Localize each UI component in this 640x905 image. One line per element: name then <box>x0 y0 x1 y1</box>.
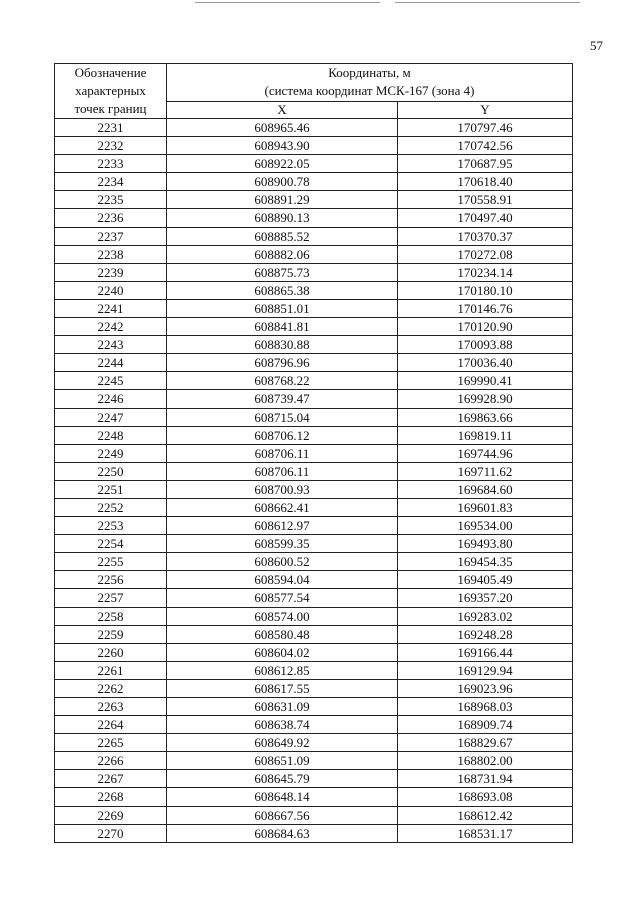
point-id-cell: 2254 <box>55 535 167 553</box>
y-coordinate-cell: 170742.56 <box>398 137 573 155</box>
x-coordinate-cell: 608700.93 <box>167 480 398 498</box>
x-coordinate-cell: 608631.09 <box>167 698 398 716</box>
x-coordinate-cell: 608768.22 <box>167 372 398 390</box>
table-row <box>55 354 573 372</box>
table-row <box>55 571 573 589</box>
x-coordinate-cell: 608706.12 <box>167 426 398 444</box>
x-coordinate-cell: 608604.02 <box>167 643 398 661</box>
y-coordinate-cell: 169357.20 <box>398 589 573 607</box>
point-id-cell: 2267 <box>55 770 167 788</box>
table-row <box>55 209 573 227</box>
table-row <box>55 589 573 607</box>
point-id-cell: 2250 <box>55 462 167 480</box>
x-coordinate-cell: 608617.55 <box>167 679 398 697</box>
y-coordinate-cell: 169601.83 <box>398 498 573 516</box>
x-coordinate-cell: 608890.13 <box>167 209 398 227</box>
table-row <box>55 661 573 679</box>
table-row <box>55 462 573 480</box>
x-coordinate-cell: 608900.78 <box>167 173 398 191</box>
y-coordinate-cell: 169534.00 <box>398 517 573 535</box>
table-row <box>55 824 573 842</box>
point-id-cell: 2234 <box>55 173 167 191</box>
table-body <box>55 119 573 843</box>
table-row <box>55 318 573 336</box>
x-coordinate-cell: 608796.96 <box>167 354 398 372</box>
table-row <box>55 625 573 643</box>
y-coordinate-cell: 168802.00 <box>398 752 573 770</box>
x-coordinate-cell: 608599.35 <box>167 535 398 553</box>
point-id-cell: 2238 <box>55 245 167 263</box>
table-row <box>55 137 573 155</box>
y-coordinate-cell: 169684.60 <box>398 480 573 498</box>
point-id-cell: 2263 <box>55 698 167 716</box>
x-coordinate-cell: 608706.11 <box>167 462 398 480</box>
x-coordinate-cell: 608594.04 <box>167 571 398 589</box>
x-coordinate-cell: 608715.04 <box>167 408 398 426</box>
y-coordinate-cell: 170618.40 <box>398 173 573 191</box>
table-row <box>55 734 573 752</box>
x-coordinate-cell: 608841.81 <box>167 318 398 336</box>
y-coordinate-cell: 169283.02 <box>398 607 573 625</box>
table-row <box>55 336 573 354</box>
y-coordinate-cell: 169711.62 <box>398 462 573 480</box>
point-id-cell: 2243 <box>55 336 167 354</box>
x-coordinate-cell: 608830.88 <box>167 336 398 354</box>
coordinates-table <box>54 63 573 843</box>
y-coordinate-cell: 169129.94 <box>398 661 573 679</box>
point-id-cell: 2261 <box>55 661 167 679</box>
x-coordinate-cell: 608851.01 <box>167 299 398 317</box>
y-column-header: Y <box>398 101 573 118</box>
point-id-cell: 2264 <box>55 716 167 734</box>
point-id-cell: 2262 <box>55 679 167 697</box>
table-row <box>55 173 573 191</box>
point-id-cell: 2247 <box>55 408 167 426</box>
x-coordinate-cell: 608580.48 <box>167 625 398 643</box>
table-row <box>55 119 573 137</box>
point-id-cell: 2259 <box>55 625 167 643</box>
point-id-cell: 2235 <box>55 191 167 209</box>
y-coordinate-cell: 170797.46 <box>398 119 573 137</box>
y-coordinate-cell: 170093.88 <box>398 336 573 354</box>
x-coordinate-cell: 608922.05 <box>167 155 398 173</box>
x-coordinate-cell: 608684.63 <box>167 824 398 842</box>
x-coordinate-cell: 608891.29 <box>167 191 398 209</box>
x-coordinate-cell: 608875.73 <box>167 263 398 281</box>
page-number: 57 <box>590 38 603 53</box>
y-coordinate-cell: 168693.08 <box>398 788 573 806</box>
x-coordinate-cell: 608612.85 <box>167 661 398 679</box>
point-id-cell: 2244 <box>55 354 167 372</box>
x-coordinate-cell: 608885.52 <box>167 227 398 245</box>
coordinates-header-system: (система координат МСК-167 (зона 4) <box>264 83 475 99</box>
point-id-cell: 2270 <box>55 824 167 842</box>
y-coordinate-cell: 170687.95 <box>398 155 573 173</box>
point-id-cell: 2260 <box>55 643 167 661</box>
x-coordinate-cell: 608739.47 <box>167 390 398 408</box>
y-coordinate-cell: 169744.96 <box>398 444 573 462</box>
point-id-cell: 2258 <box>55 607 167 625</box>
points-header-line: характерных <box>75 83 146 98</box>
table-row <box>55 770 573 788</box>
y-coordinate-cell: 170558.91 <box>398 191 573 209</box>
y-coordinate-cell: 168612.42 <box>398 806 573 824</box>
points-header-line: Обозначение <box>74 65 147 80</box>
point-id-cell: 2241 <box>55 299 167 317</box>
y-coordinate-cell: 170497.40 <box>398 209 573 227</box>
top-rule-right <box>395 2 580 3</box>
table-row <box>55 390 573 408</box>
y-coordinate-cell: 168968.03 <box>398 698 573 716</box>
point-id-cell: 2248 <box>55 426 167 444</box>
table-row <box>55 607 573 625</box>
x-coordinate-cell: 608662.41 <box>167 498 398 516</box>
point-id-cell: 2236 <box>55 209 167 227</box>
y-coordinate-cell: 169166.44 <box>398 643 573 661</box>
x-coordinate-cell: 608706.11 <box>167 444 398 462</box>
point-id-cell: 2249 <box>55 444 167 462</box>
y-coordinate-cell: 169493.80 <box>398 535 573 553</box>
y-coordinate-cell: 170120.90 <box>398 318 573 336</box>
table-row <box>55 426 573 444</box>
point-id-cell: 2246 <box>55 390 167 408</box>
points-header <box>55 64 167 119</box>
point-id-cell: 2233 <box>55 155 167 173</box>
y-coordinate-cell: 169248.28 <box>398 625 573 643</box>
point-id-cell: 2237 <box>55 227 167 245</box>
y-coordinate-cell: 170036.40 <box>398 354 573 372</box>
y-coordinate-cell: 170272.08 <box>398 245 573 263</box>
table-row <box>55 716 573 734</box>
table-row <box>55 517 573 535</box>
x-coordinate-cell: 608574.00 <box>167 607 398 625</box>
y-coordinate-cell: 169863.66 <box>398 408 573 426</box>
y-coordinate-cell: 168531.17 <box>398 824 573 842</box>
y-coordinate-cell: 169023.96 <box>398 679 573 697</box>
y-coordinate-cell: 170234.14 <box>398 263 573 281</box>
table-row <box>55 299 573 317</box>
table-row <box>55 480 573 498</box>
x-coordinate-cell: 608612.97 <box>167 517 398 535</box>
x-coordinate-cell: 608651.09 <box>167 752 398 770</box>
table-row <box>55 643 573 661</box>
table-row <box>55 444 573 462</box>
table-header <box>55 64 573 119</box>
point-id-cell: 2251 <box>55 480 167 498</box>
table-row <box>55 806 573 824</box>
y-coordinate-cell: 168829.67 <box>398 734 573 752</box>
table-row <box>55 263 573 281</box>
table-row <box>55 535 573 553</box>
table-row <box>55 372 573 390</box>
x-coordinate-cell: 608649.92 <box>167 734 398 752</box>
point-id-cell: 2255 <box>55 553 167 571</box>
x-column-header: X <box>167 101 398 118</box>
x-coordinate-cell: 608638.74 <box>167 716 398 734</box>
x-coordinate-cell: 608577.54 <box>167 589 398 607</box>
point-id-cell: 2268 <box>55 788 167 806</box>
y-coordinate-cell: 169454.35 <box>398 553 573 571</box>
y-coordinate-cell: 169928.90 <box>398 390 573 408</box>
point-id-cell: 2257 <box>55 589 167 607</box>
table-row <box>55 281 573 299</box>
table-row <box>55 698 573 716</box>
y-coordinate-cell: 168731.94 <box>398 770 573 788</box>
table-row <box>55 155 573 173</box>
y-coordinate-cell: 169819.11 <box>398 426 573 444</box>
point-id-cell: 2266 <box>55 752 167 770</box>
x-coordinate-cell: 608943.90 <box>167 137 398 155</box>
table-row <box>55 752 573 770</box>
table-row <box>55 191 573 209</box>
y-coordinate-cell: 169990.41 <box>398 372 573 390</box>
point-id-cell: 2252 <box>55 498 167 516</box>
point-id-cell: 2242 <box>55 318 167 336</box>
x-coordinate-cell: 608600.52 <box>167 553 398 571</box>
x-coordinate-cell: 608645.79 <box>167 770 398 788</box>
y-coordinate-cell: 168909.74 <box>398 716 573 734</box>
table-row <box>55 553 573 571</box>
points-header-line: точек границ <box>74 101 147 116</box>
point-id-cell: 2240 <box>55 281 167 299</box>
x-coordinate-cell: 608965.46 <box>167 119 398 137</box>
table-row <box>55 245 573 263</box>
point-id-cell: 2253 <box>55 517 167 535</box>
table-row <box>55 227 573 245</box>
table-row <box>55 408 573 426</box>
x-coordinate-cell: 608882.06 <box>167 245 398 263</box>
point-id-cell: 2232 <box>55 137 167 155</box>
x-coordinate-cell: 608865.38 <box>167 281 398 299</box>
table-row <box>55 498 573 516</box>
y-coordinate-cell: 170146.76 <box>398 299 573 317</box>
point-id-cell: 2265 <box>55 734 167 752</box>
point-id-cell: 2231 <box>55 119 167 137</box>
coordinates-header <box>167 64 573 102</box>
point-id-cell: 2239 <box>55 263 167 281</box>
top-rule-left <box>195 2 380 3</box>
y-coordinate-cell: 169405.49 <box>398 571 573 589</box>
point-id-cell: 2256 <box>55 571 167 589</box>
point-id-cell: 2245 <box>55 372 167 390</box>
table-row <box>55 788 573 806</box>
x-coordinate-cell: 608667.56 <box>167 806 398 824</box>
y-coordinate-cell: 170180.10 <box>398 281 573 299</box>
y-coordinate-cell: 170370.37 <box>398 227 573 245</box>
coordinates-header-title: Координаты, м <box>328 65 411 81</box>
table-row <box>55 679 573 697</box>
point-id-cell: 2269 <box>55 806 167 824</box>
x-coordinate-cell: 608648.14 <box>167 788 398 806</box>
